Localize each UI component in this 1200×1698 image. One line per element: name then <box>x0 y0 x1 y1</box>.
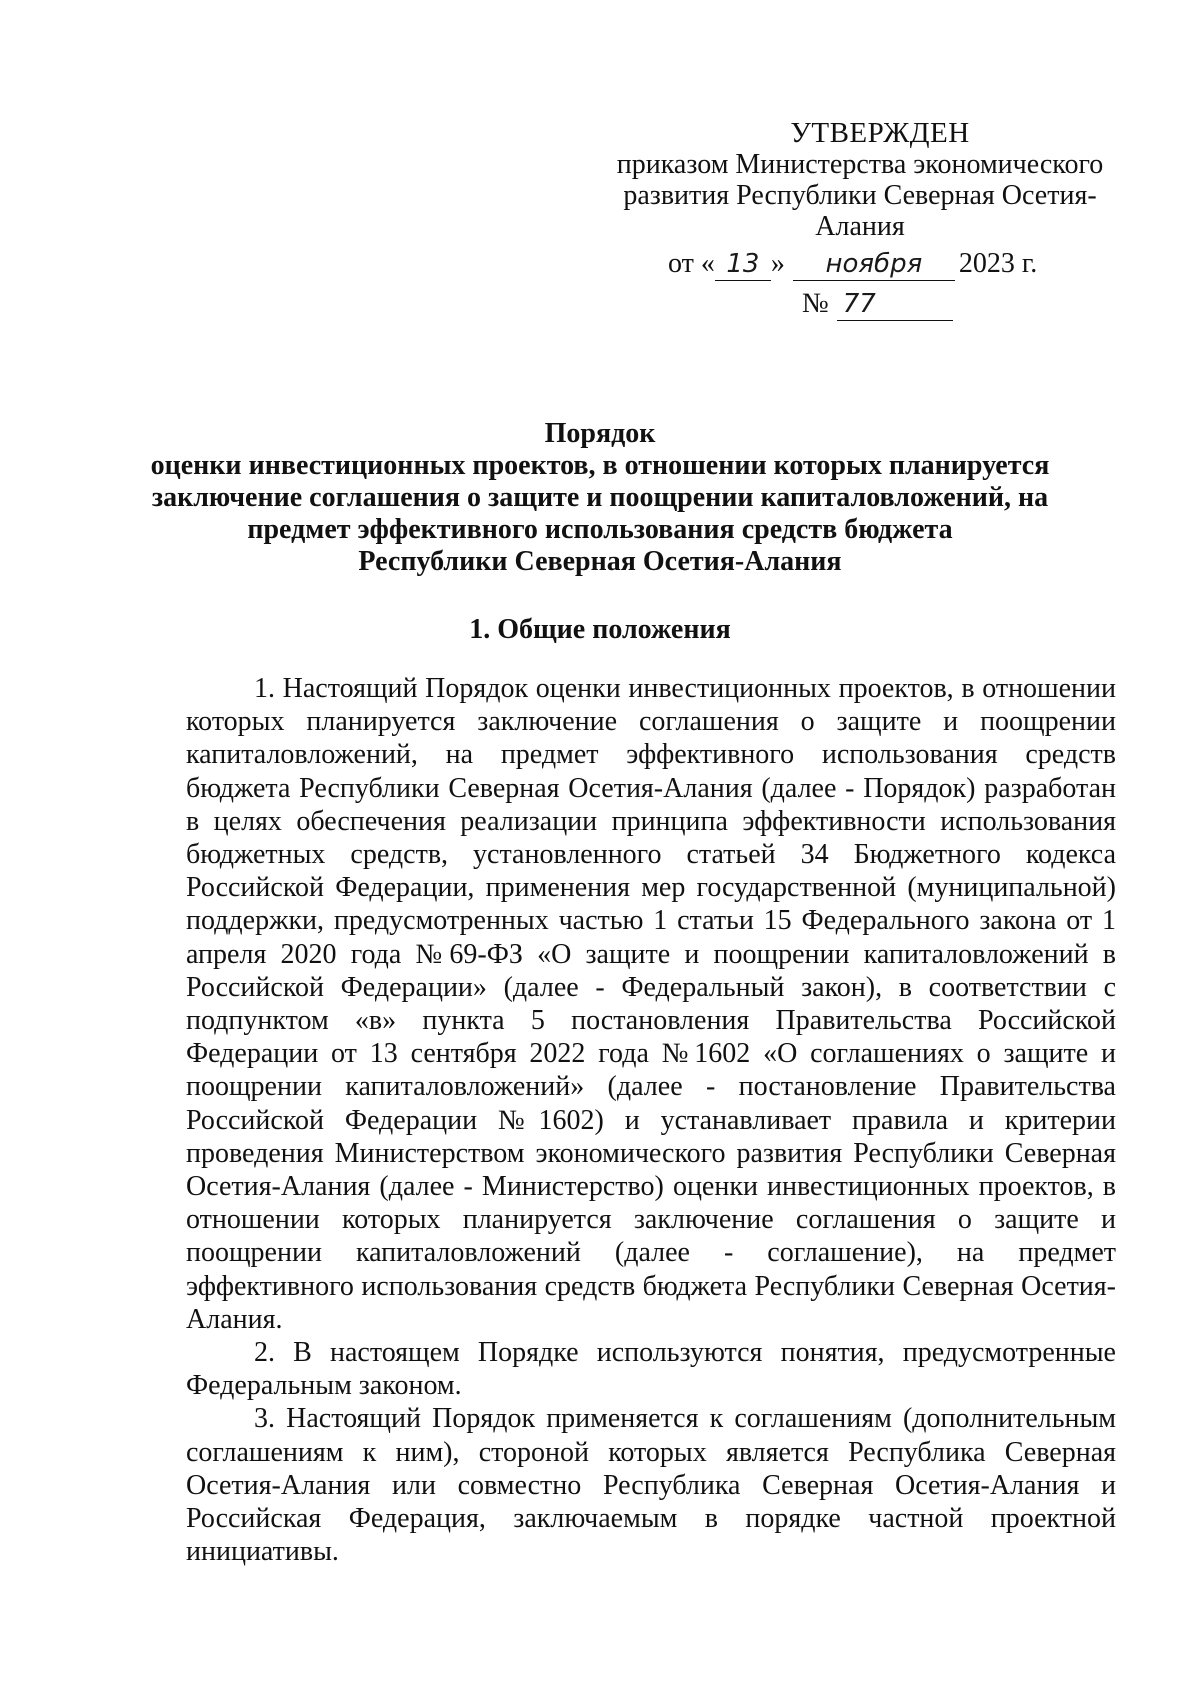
number-prefix: № <box>802 288 829 319</box>
date-month-field <box>793 248 955 281</box>
title-line-2: оценки инвестиционных проектов, в отношении которых планируется <box>150 450 1050 481</box>
approval-heading: УТВЕРЖДЕН <box>790 117 970 149</box>
paragraph-1: 1. Настоящий Порядок оценки инвестиционных проектов, в отношении которых планируется заключение соглашения о защите и поощрении капиталовложений, на предмет эффективного использования средств бюджета Республики Северная Осетия-Алания (далее - Порядок) разработан в целях обеспечения реализации принципа эффективности использования бюджетных средств, установленного статьей 34 Бюджетного кодекса Российской Федерации, применения мер государственной (муниципальной) поддержки, предусмотренных частью 1 статьи 15 Федерального закона от 1 апреля 2020 года №69-ФЗ «О защите и поощрении капиталовложений в Российской Федерации» (далее - Федеральный закон), в соответствии с подпунктом «в» пункта 5 постановления Правительства Российской Федерации от 13 сентября 2022 года №1602 «О соглашениях о защите и поощрении капиталовложений» (далее - постановление Правительства Российской Федерации №1602) и устанавливает правила и критерии проведения Министерством экономического развития Республики Северная Осетия-Алания (далее - Министерство) оценки инвестиционных проектов, в отношении которых планируется заключение соглашения о защите и поощрении капиталовложений (далее - соглашение), на предмет эффективного использования средств бюджета Республики Северная Осетия-Алания. <box>186 673 1116 1335</box>
date-prefix: от « <box>668 248 715 279</box>
section-heading: 1. Общие положения <box>469 614 731 645</box>
date-year: 2023 г. <box>958 248 1038 279</box>
title-line-4: предмет эффективного использования средств бюджета <box>247 514 953 545</box>
date-month: ноября <box>825 249 923 279</box>
paragraph-3: 3. Настоящий Порядок применяется к соглашениям (дополнительным соглашениям к ним), стороной которых является Республика Северная Осетия-Алания или совместно Республика Северная Осетия-Алания и Российская Федерация, заключаемым в порядке частной проектной инициативы. <box>186 1403 1116 1568</box>
approval-line-1: приказом Министерства экономического <box>616 149 1104 180</box>
order-number: 77 <box>842 289 876 319</box>
date-mid: » <box>770 248 785 279</box>
title-line-1: Порядок <box>544 418 656 449</box>
date-day-field <box>715 248 771 281</box>
number-field <box>837 288 953 321</box>
approval-date <box>668 248 1037 281</box>
approval-block <box>600 118 1120 242</box>
approval-line-3: Алания <box>815 211 905 242</box>
body-text <box>186 672 1116 1568</box>
title-line-3: заключение соглашения о защите и поощрении капиталовложений, на <box>151 482 1049 513</box>
approval-line-2: развития Республики Северная Осетия- <box>623 180 1097 211</box>
approval-number <box>802 288 953 321</box>
document-title <box>130 418 1070 578</box>
date-day: 13 <box>726 249 760 279</box>
paragraph-2: 2. В настоящем Порядке используются понятия, предусмотренные Федеральным законом. <box>186 1337 1116 1402</box>
title-line-5: Республики Северная Осетия-Алания <box>358 546 842 577</box>
